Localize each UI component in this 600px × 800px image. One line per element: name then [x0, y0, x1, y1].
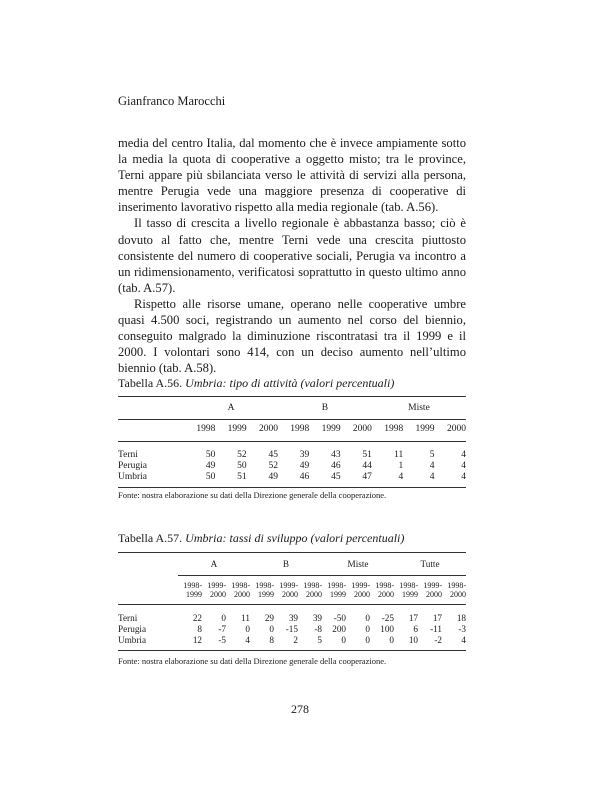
table-cell: 0: [365, 634, 370, 645]
table-cell: 49: [268, 472, 278, 482]
table-cell: 5: [317, 634, 322, 645]
table-cell: 52: [237, 450, 247, 460]
table-cell: -8: [314, 623, 322, 634]
table-row: [118, 472, 466, 483]
column-header: 1998-: [183, 580, 202, 590]
column-header: 2000: [450, 590, 466, 599]
table-cell: 46: [331, 461, 341, 471]
table-57-caption-number: Tabella A.57.: [118, 531, 183, 545]
column-header: 1999: [186, 590, 202, 599]
paragraph: media del centro Italia, dal momento che è invece ampiamente sotto la media la quota di cooperative a oggetto misto; tra le province, Terni appare più sbilanciata verso le attività di servizi alla persona, mentre Perugia vede una maggiore presenza di cooperative di inserimento lavorativo rispetto alla media regionale (tab. A.56).: [118, 136, 466, 215]
table-row: [118, 624, 466, 635]
table-cell: 45: [331, 472, 341, 482]
table-cell: 12: [192, 634, 202, 645]
table-cell: 0: [365, 623, 370, 634]
table-cell: 39: [312, 612, 322, 623]
column-header: 1998-: [375, 580, 394, 590]
table-cell: 10: [408, 634, 418, 645]
column-group-header: Miste: [347, 559, 369, 569]
column-header: 2000: [282, 590, 298, 599]
table-cell: -2: [434, 634, 442, 645]
column-header: 1998-: [303, 580, 322, 590]
table-cell: 29: [264, 612, 274, 623]
column-header: 1999: [330, 590, 346, 599]
column-group-header: Tutte: [420, 559, 440, 569]
column-header: 1998: [290, 424, 310, 434]
table-cell: 6: [413, 623, 418, 634]
row-label: Terni: [118, 450, 138, 460]
table-cell: 0: [389, 634, 394, 645]
table-cell: 17: [408, 612, 418, 623]
column-header: 1999-: [351, 580, 370, 590]
table-cell: 0: [341, 634, 346, 645]
table-56-group-header: [118, 403, 466, 414]
table-cell: 8: [269, 634, 274, 645]
table-cell: 4: [429, 461, 435, 471]
table-cell: 4: [461, 634, 466, 645]
column-header: 2000: [210, 590, 226, 599]
column-group-header: A: [227, 403, 235, 413]
table-cell: 18: [456, 612, 466, 623]
table-cell: -15: [285, 623, 298, 634]
column-header: 1998: [196, 424, 216, 434]
table-57-period-header: [118, 590, 466, 600]
column-header: 1999: [402, 590, 418, 599]
table-cell: -25: [381, 612, 394, 623]
table-cell: 5: [429, 450, 435, 460]
table-cell: 51: [362, 450, 372, 460]
table-cell: 4: [429, 472, 435, 482]
column-header: 2000: [378, 590, 394, 599]
row-label: Perugia: [118, 623, 147, 634]
table-57: [118, 552, 466, 651]
running-header-author: Gianfranco Marocchi: [118, 94, 226, 108]
table-cell: -11: [430, 623, 442, 634]
column-header: 2000: [447, 424, 466, 434]
table-cell: 43: [331, 450, 341, 460]
table-cell: 22: [192, 612, 202, 623]
table-cell: 17: [432, 612, 442, 623]
table-cell: 11: [241, 612, 250, 623]
table-cell: 46: [299, 472, 310, 482]
table-56-caption-title: Umbria: tipo di attività (valori percentuali): [185, 376, 395, 390]
table-57-source: Fonte: nostra elaborazione su dati della Direzione generale della cooperazione.: [118, 656, 387, 666]
table-57-caption: [118, 531, 404, 546]
table-cell: 11: [394, 450, 404, 460]
table-57-period-header: [118, 581, 466, 591]
table-cell: -3: [458, 623, 466, 634]
table-cell: 2: [293, 634, 298, 645]
row-label: Umbria: [118, 472, 148, 482]
table-57-caption-title: Umbria: tassi di sviluppo (valori percentuali): [185, 531, 405, 545]
column-group-header: Miste: [408, 403, 430, 413]
row-label: Terni: [118, 612, 138, 623]
table-cell: 49: [299, 461, 310, 471]
table-56-source: Fonte: nostra elaborazione su dati della Direzione generale della cooperazione.: [118, 490, 387, 500]
column-header: 1999-: [279, 580, 298, 590]
table-cell: 45: [268, 450, 278, 460]
table-cell: 4: [245, 634, 250, 645]
table-cell: -7: [218, 623, 226, 634]
column-header: 1998-: [399, 580, 418, 590]
table-cell: 51: [237, 472, 247, 482]
table-56-year-header: [118, 424, 466, 435]
table-cell: -50: [333, 612, 346, 623]
table-cell: 52: [268, 461, 278, 471]
table-row: [118, 613, 466, 624]
column-header: 2000: [354, 590, 370, 599]
table-row: [118, 461, 466, 472]
table-56-caption-number: Tabella A.56.: [118, 376, 183, 390]
table-56: [118, 396, 466, 488]
column-header: 1999: [258, 590, 274, 599]
column-header: 2000: [234, 590, 250, 599]
table-cell: 50: [205, 472, 216, 482]
column-group-header: B: [321, 403, 329, 413]
table-cell: 50: [237, 461, 247, 471]
column-header: 1999-: [207, 580, 226, 590]
column-header: 1998: [384, 424, 404, 434]
page-number: 278: [291, 702, 309, 716]
row-label: Perugia: [118, 461, 148, 471]
table-cell: 49: [205, 461, 216, 471]
column-header: 1999-: [423, 580, 442, 590]
table-cell: 0: [221, 612, 226, 623]
table-56-caption: [118, 376, 394, 391]
table-cell: 0: [365, 612, 370, 623]
column-header: 1998-: [255, 580, 274, 590]
column-header: 2000: [352, 424, 372, 434]
table-cell: 8: [197, 623, 202, 634]
table-cell: 4: [461, 461, 466, 471]
table-cell: 0: [245, 623, 250, 634]
body-text: [118, 135, 466, 376]
table-row: [118, 450, 466, 461]
table-cell: 4: [398, 472, 404, 482]
column-group-header: B: [282, 559, 290, 569]
row-label: Umbria: [118, 634, 147, 645]
column-header: 1999: [227, 424, 247, 434]
table-cell: -5: [218, 634, 226, 645]
column-header: 2000: [258, 424, 278, 434]
paragraph: Il tasso di crescita a livello regionale è abbastanza basso; ciò è dovuto al fatto che, mentre Terni vede una crescita piuttosto consistente del numero di cooperative sociali, Perugia va incontro a un ridimensionamento, verificatosi soprattutto in questo ultimo anno (tab. A.57).: [118, 216, 466, 295]
column-header: 2000: [306, 590, 322, 599]
column-header: 1998-: [231, 580, 250, 590]
table-cell: 4: [461, 450, 466, 460]
column-header: 1999: [321, 424, 341, 434]
table-cell: 47: [362, 472, 372, 482]
table-cell: 200: [332, 623, 346, 634]
table-cell: 100: [380, 623, 394, 634]
table-cell: 1: [398, 461, 404, 471]
table-cell: 0: [269, 623, 274, 634]
table-cell: 44: [362, 461, 372, 471]
table-57-group-header: [118, 559, 466, 570]
column-header: 1998-: [447, 580, 466, 590]
column-header: 1998-: [327, 580, 346, 590]
column-header: 2000: [426, 590, 442, 599]
table-cell: 50: [205, 450, 216, 460]
table-cell: 4: [461, 472, 466, 482]
column-group-header: A: [210, 559, 218, 569]
column-header: 1999: [415, 424, 435, 434]
paragraph: Rispetto alle risorse umane, operano nelle cooperative umbre quasi 4.500 soci, registrando un aumento nel corso del biennio, conseguito malgrado la diminuzione riscontratasi tra il 1999 e il 2000. I volontari sono 414, con un deciso aumento nell’ultimo biennio (tab. A.58).: [118, 296, 466, 376]
table-row: [118, 635, 466, 646]
table-cell: 39: [299, 450, 310, 460]
table-cell: 39: [288, 612, 298, 623]
